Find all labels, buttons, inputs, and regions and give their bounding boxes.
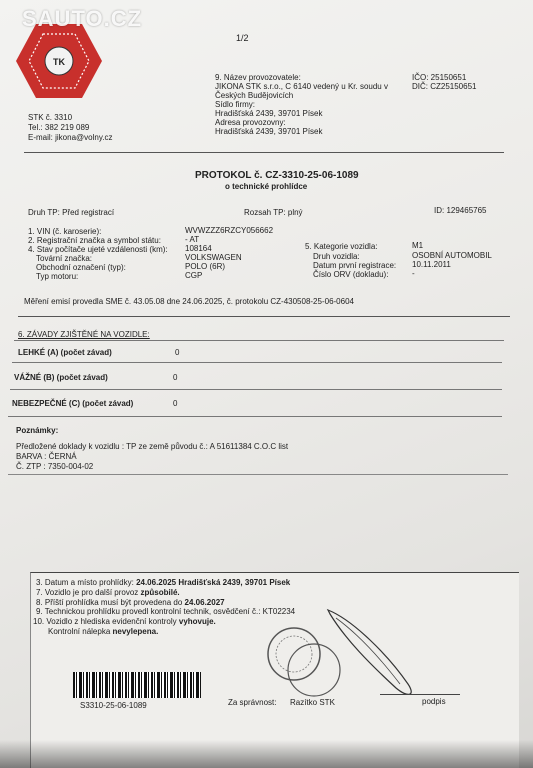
operator-ico: IČO: 25150651: [412, 73, 467, 82]
za-spravnost: Za správnost:: [228, 698, 277, 707]
technician-line: 9. Technickou prohlídku provedl kontrolní technik, osvědčení č.: KT02234: [36, 607, 296, 616]
inspection-date-value: 24.06.2025 Hradišťská 2439, 39701 Písek: [136, 578, 291, 587]
divider: [12, 362, 502, 363]
divider: [14, 340, 504, 341]
stk-logo: [16, 22, 102, 100]
notes-color: BARVA : ČERNÁ: [16, 452, 77, 461]
odometer-value: 108164: [185, 244, 212, 253]
engine-label: Typ motoru:: [36, 272, 79, 281]
operator-seat: Hradišťská 2439, 39701 Písek: [215, 109, 323, 118]
signature-label: podpis: [422, 697, 446, 706]
orv-value: -: [412, 269, 415, 278]
category-label: 5. Kategorie vozidla:: [305, 242, 378, 251]
divider: [24, 152, 504, 153]
divider: [18, 316, 510, 317]
operator-address: Hradišťská 2439, 39701 Písek: [215, 127, 323, 136]
document-id: ID: 129465765: [434, 206, 487, 215]
orv-label: Číslo ORV (dokladu):: [313, 270, 389, 279]
roadworthy-label: 7. Vozidlo je pro další provoz: [36, 588, 139, 597]
operator-seat-label: Sídlo firmy:: [215, 100, 256, 109]
reg-label: 2. Registrační značka a symbol státu:: [28, 236, 161, 245]
serious-defects-label: VÁŽNÉ (B) (počet závad): [14, 373, 108, 382]
barcode-text: S3310-25-06-1089: [80, 701, 147, 710]
defects-heading: 6. ZÁVADY ZJIŠTĚNÉ NA VOZIDLE:: [18, 330, 150, 339]
inspection-scope: Rozsah TP: plný: [244, 208, 303, 217]
operator-name-2: Českých Budějovicích: [215, 91, 294, 100]
sticker-value: nevylepena.: [112, 627, 159, 636]
brand-label: Tovární značka:: [36, 254, 93, 263]
first-registration-label: Datum první registrace:: [313, 261, 397, 270]
light-defects-label: LEHKÉ (A) (počet závad): [18, 348, 112, 357]
protocol-subtitle: o technické prohlídce: [225, 182, 308, 191]
odometer-label: 4. Stav počítače ujeté vzdálenosti (km):: [28, 245, 168, 254]
operator-dic: DIČ: CZ25150651: [412, 82, 477, 91]
roadworthy-value: způsobilé.: [140, 588, 180, 597]
station-number: STK č. 3310: [28, 113, 73, 122]
light-defects-count: 0: [175, 348, 180, 357]
divider: [8, 416, 502, 417]
vehicle-kind-label: Druh vozidla:: [313, 252, 360, 261]
notes-heading: Poznámky:: [16, 426, 59, 435]
model-value: POLO (6R): [185, 262, 226, 271]
operator-name: JIKONA STK s.r.o., C 6140 vedený u Kr. soudu v: [215, 82, 388, 91]
registry-check-label: 10. Vozidlo z hlediska evidenční kontroly: [33, 617, 177, 626]
reg-value: - AT: [185, 235, 200, 244]
inspection-date-label: 3. Datum a místo prohlídky:: [36, 578, 134, 587]
engine-value: CGP: [185, 271, 203, 280]
vin-label: 1. VIN (č. karoserie):: [28, 227, 102, 236]
page-number: 1/2: [236, 33, 249, 43]
divider: [10, 389, 502, 390]
watermark: SAUTO.CZ: [22, 6, 143, 31]
emissions-note: Měření emisí provedla SME č. 43.05.08 dne 24.06.2025, č. protokolu CZ-430508-25-06-0604: [24, 297, 354, 306]
protocol-title: PROTOKOL č. CZ-3310-25-06-1089: [195, 170, 359, 181]
serious-defects-count: 0: [173, 373, 178, 382]
operator-address-label: Adresa provozovny:: [215, 118, 286, 127]
vin-value: WVWZZZ6RZCY056662: [185, 226, 274, 235]
station-email: E-mail: jikona@volny.cz: [28, 133, 113, 142]
category-value: M1: [412, 241, 424, 250]
next-inspection-label: 8. Příští prohlídka musí být provedena do: [36, 598, 183, 607]
model-label: Obchodní označení (typ):: [36, 263, 126, 272]
dangerous-defects-count: 0: [173, 399, 178, 408]
brand-value: VOLKSWAGEN: [185, 253, 242, 262]
stk-stamp-label: Razítko STK: [290, 698, 335, 707]
barcode: [73, 672, 201, 698]
logo-text: TK: [53, 57, 65, 67]
vehicle-kind-value: OSOBNÍ AUTOMOBIL: [412, 251, 492, 260]
station-tel: Tel.: 382 219 089: [28, 123, 90, 132]
first-registration-value: 10.11.2011: [412, 260, 451, 269]
divider: [8, 474, 508, 475]
sticker-label: Kontrolní nálepka: [48, 627, 111, 636]
next-inspection-value: 24.06.2027: [184, 598, 225, 607]
dangerous-defects-label: NEBEZPEČNÉ (C) (počet závad): [12, 399, 134, 408]
inspection-type: Druh TP: Před registrací: [28, 208, 115, 217]
operator-label: 9. Název provozovatele:: [215, 73, 301, 82]
shadow: [0, 740, 533, 768]
signature-line: [380, 694, 460, 695]
notes-documents: Předložené doklady k vozidlu : TP ze země původu č.: A 51611384 C.O.C list: [16, 442, 289, 451]
registry-check-value: vyhovuje.: [178, 617, 216, 626]
notes-ztp: Č. ZTP : 7350-004-02: [16, 462, 94, 471]
